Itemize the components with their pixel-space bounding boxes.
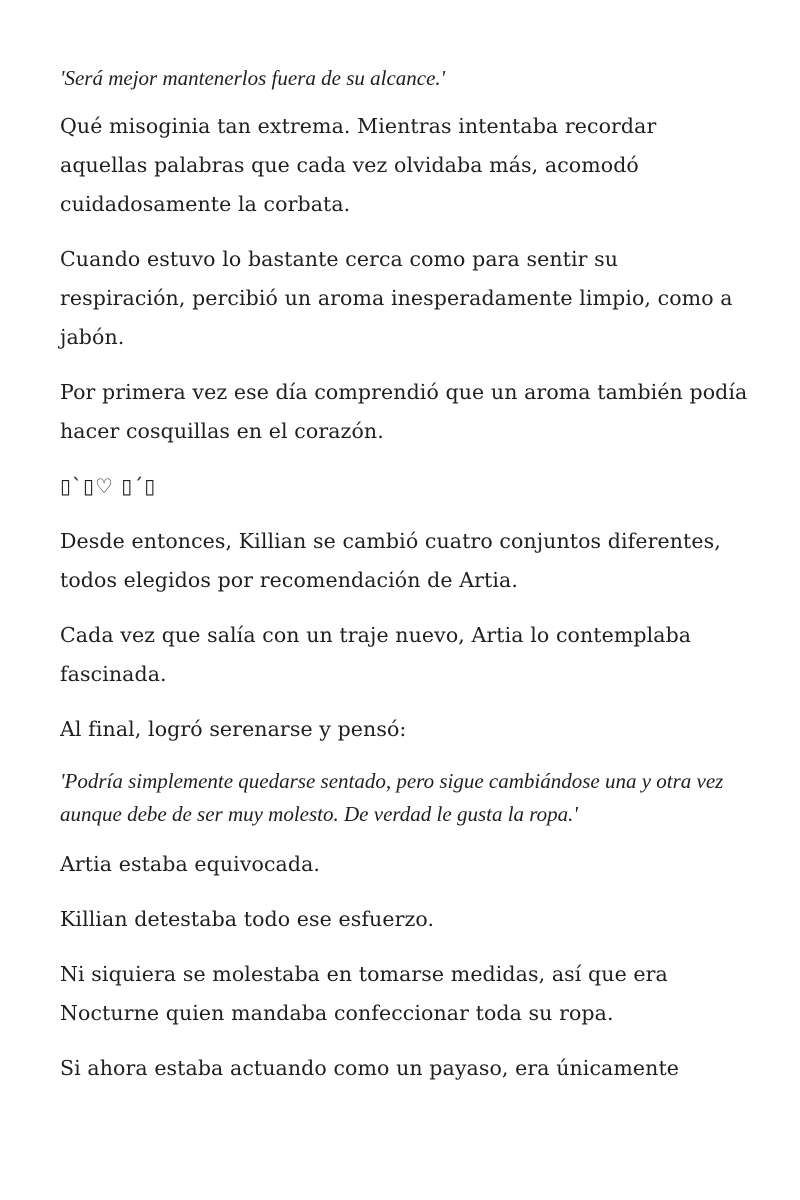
scene-divider: ▯`▯♡ ▯´▯ [60, 474, 157, 498]
thought-paragraph: 'Será mejor mantenerlos fuera de su alcance.' [60, 66, 446, 90]
document-page [60, 62, 750, 1104]
body-paragraph: Artia estaba equivocada. [60, 852, 321, 876]
body-paragraph: Desde entonces, Killian se cambió cuatro conjuntos diferentes, todos elegidos por recomendación de Artia. [60, 529, 721, 592]
thought-paragraph: 'Podría simplemente quedarse sentado, pero sigue cambiándose una y otra vez aunque debe de ser muy molesto. De verdad le gusta la ropa.' [60, 769, 724, 826]
body-paragraph: Si ahora estaba actuando como un payaso, era únicamente [60, 1056, 680, 1080]
body-paragraph: Killian detestaba todo ese esfuerzo. [60, 907, 435, 931]
body-paragraph: Cuando estuvo lo bastante cerca como para sentir su respiración, percibió un aroma inesperadamente limpio, como a jabón. [60, 247, 733, 349]
body-paragraph: Ni siquiera se molestaba en tomarse medidas, así que era Nocturne quien mandaba confeccionar toda su ropa. [60, 962, 668, 1025]
body-paragraph: Qué misoginia tan extrema. Mientras intentaba recordar aquellas palabras que cada vez olvidaba más, acomodó cuidadosamente la corbata. [60, 114, 657, 216]
body-paragraph: Al final, logró serenarse y pensó: [60, 717, 407, 741]
body-paragraph: Por primera vez ese día comprendió que un aroma también podía hacer cosquillas en el corazón. [60, 380, 748, 443]
body-paragraph: Cada vez que salía con un traje nuevo, Artia lo contemplaba fascinada. [60, 623, 692, 686]
